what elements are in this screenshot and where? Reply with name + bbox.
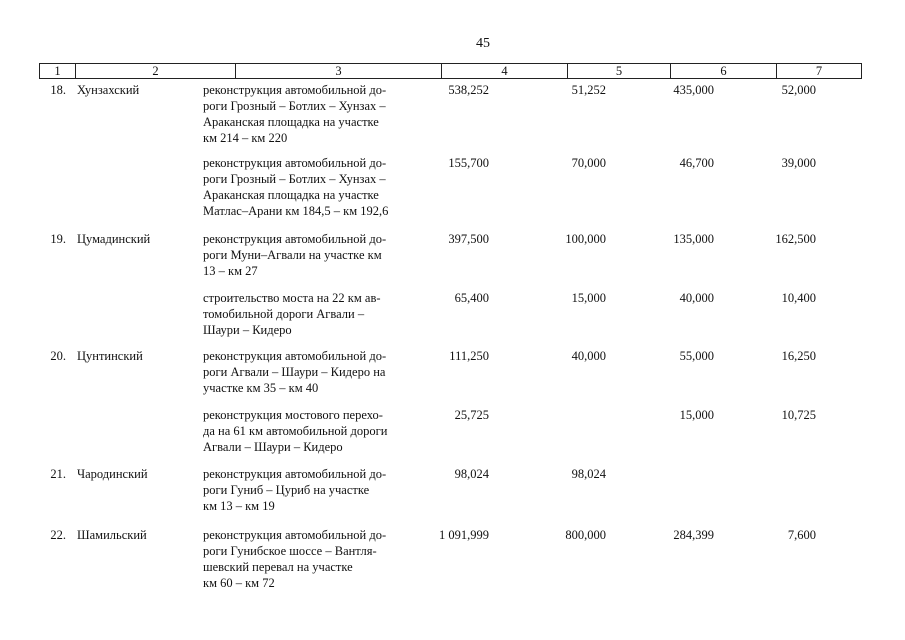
- page-number: 45: [476, 36, 490, 51]
- project-description: реконструкция автомобильной до- роги Гуниб – Цуриб на участке км 13 – км 19: [203, 467, 387, 513]
- project-description: реконструкция автомобильной до- роги Гунибское шоссе – Вантля- шевский перевал на участке км 60 – км 72: [203, 528, 387, 590]
- value-col-4: 538,252: [448, 83, 489, 97]
- value-col-6: 15,000: [679, 408, 714, 422]
- value-col-4: 111,250: [449, 349, 489, 363]
- district-name: Цунтинский: [77, 349, 143, 363]
- value-col-6: 435,000: [673, 83, 714, 97]
- header-col-2: 2: [76, 64, 236, 78]
- district-name: Цумадинский: [77, 232, 151, 246]
- project-description: реконструкция автомобильной до- роги Грозный – Ботлих – Хунзах – Араканская площадка на участке Матлас–Арани км 184,5 – км 192,6: [203, 156, 389, 218]
- project-description: строительство моста на 22 км ав- томобильной дороги Агвали – Шаури – Кидеро: [203, 291, 381, 337]
- project-description: реконструкция автомобильной до- роги Агвали – Шаури – Кидеро на участке км 35 – км 40: [203, 349, 387, 395]
- row-number: 21.: [50, 467, 66, 481]
- value-col-7: 10,400: [781, 291, 816, 305]
- header-col-4: 4: [442, 64, 568, 78]
- value-col-4: 98,024: [454, 467, 489, 481]
- district-name: Шамильский: [77, 528, 147, 542]
- value-col-5: 70,000: [571, 156, 606, 170]
- header-col-1: 1: [40, 64, 76, 78]
- value-col-4: 25,725: [454, 408, 489, 422]
- value-col-5: 800,000: [565, 528, 606, 542]
- value-col-4: 397,500: [448, 232, 489, 246]
- value-col-5: 51,252: [571, 83, 606, 97]
- value-col-7: 10,725: [781, 408, 816, 422]
- value-col-7: 7,600: [787, 528, 816, 542]
- value-col-4: 65,400: [454, 291, 489, 305]
- project-description: реконструкция автомобильной до- роги Муни–Агвали на участке км 13 – км 27: [203, 232, 387, 278]
- row-number: 22.: [50, 528, 66, 542]
- table-header: [39, 63, 862, 79]
- district-name: Чародинский: [77, 467, 148, 481]
- header-col-3: 3: [236, 64, 442, 78]
- project-description: реконструкция мостового перехо- да на 61 км автомобильной дороги Агвали – Шаури – Кидеро: [203, 408, 388, 454]
- header-col-7: 7: [815, 64, 823, 78]
- header-col-6: 6: [671, 64, 777, 78]
- header-col-5: 5: [568, 64, 671, 78]
- value-col-7: 16,250: [781, 349, 816, 363]
- value-col-6: 284,399: [673, 528, 714, 542]
- value-col-6: 55,000: [679, 349, 714, 363]
- value-col-5: 100,000: [565, 232, 606, 246]
- row-number: 18.: [50, 83, 66, 97]
- row-number: 20.: [50, 349, 66, 363]
- value-col-4: 1 091,999: [439, 528, 489, 542]
- value-col-5: 15,000: [571, 291, 606, 305]
- value-col-5: 40,000: [571, 349, 606, 363]
- value-col-6: 46,700: [679, 156, 714, 170]
- value-col-7: 52,000: [781, 83, 816, 97]
- value-col-6: 135,000: [673, 232, 714, 246]
- value-col-5: 98,024: [571, 467, 606, 481]
- value-col-6: 40,000: [679, 291, 714, 305]
- project-description: реконструкция автомобильной до- роги Грозный – Ботлих – Хунзах – Араканская площадка на участке км 214 – км 220: [203, 83, 387, 145]
- district-name: Хунзахский: [77, 83, 140, 97]
- value-col-7: 162,500: [775, 232, 816, 246]
- row-number: 19.: [50, 232, 66, 246]
- value-col-7: 39,000: [781, 156, 816, 170]
- value-col-4: 155,700: [448, 156, 489, 170]
